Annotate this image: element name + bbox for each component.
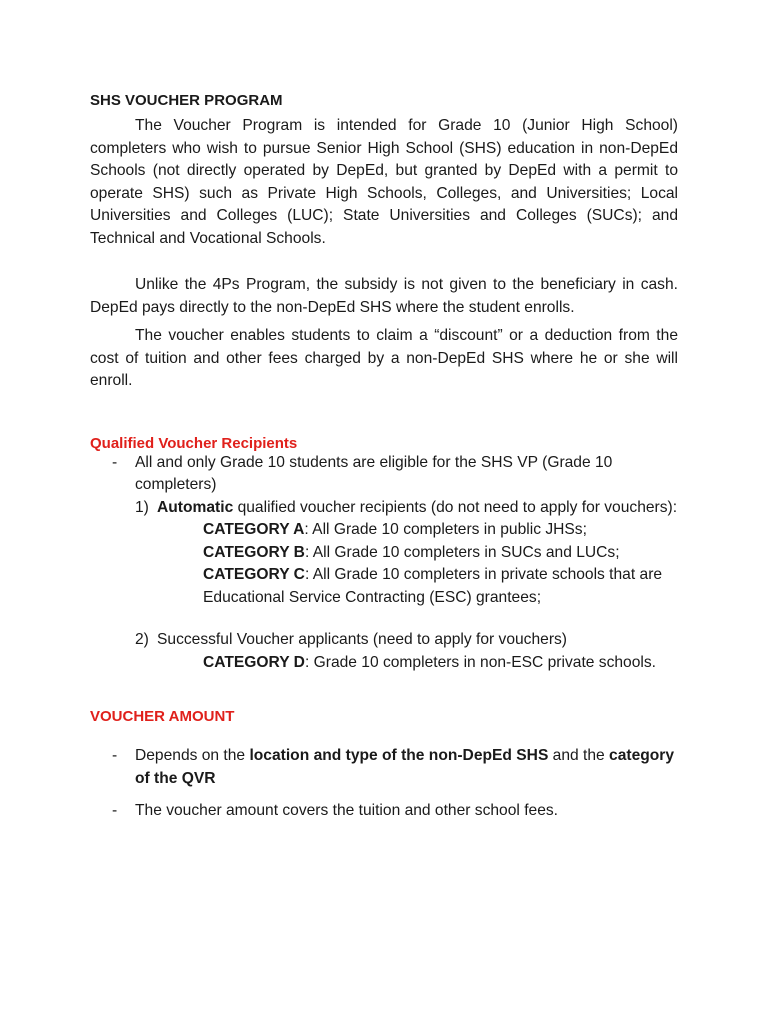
automatic-recipients-item xyxy=(90,497,678,520)
category-b xyxy=(90,542,678,565)
dash-bullet: - xyxy=(112,802,118,819)
item-number: 2) xyxy=(135,631,149,648)
dash-bullet: - xyxy=(112,453,118,471)
amount-depends-item xyxy=(90,745,678,790)
category-b-label: CATEGORY B xyxy=(203,543,305,561)
amount-mid-text: and the xyxy=(548,747,610,764)
voucher-amount-heading: VOUCHER AMOUNT xyxy=(90,708,235,725)
category-c xyxy=(90,564,678,609)
category-c-label: CATEGORY C xyxy=(203,566,305,583)
automatic-label: Automatic xyxy=(157,498,234,516)
category-b-text: : All Grade 10 completers in SUCs and LUCs; xyxy=(304,543,620,561)
category-d-text: : Grade 10 completers in non-ESC private schools. xyxy=(304,653,656,671)
applicant-recipients-item xyxy=(90,629,678,652)
applicant-text: Successful Voucher applicants (need to apply for vouchers) xyxy=(157,631,567,648)
dash-bullet: - xyxy=(112,747,118,764)
amount-covers-text: The voucher amount covers the tuition and other school fees. xyxy=(135,802,559,819)
category-c-text: : All Grade 10 completers in private schools that are Educational Service Contracting (ESC) grantees; xyxy=(203,566,663,606)
qvr-heading: Qualified Voucher Recipients xyxy=(90,434,298,452)
qvr-eligibility-text: All and only Grade 10 students are eligible for the SHS VP (Grade 10 completers) xyxy=(135,453,613,493)
amount-covers-item xyxy=(90,800,678,823)
category-a xyxy=(90,519,678,542)
amount-pre-text: Depends on the xyxy=(135,747,250,764)
category-d-label: CATEGORY D xyxy=(203,653,305,671)
category-a-text: : All Grade 10 completers in public JHSs; xyxy=(304,521,587,538)
document-title: SHS VOUCHER PROGRAM xyxy=(90,92,283,109)
document-page xyxy=(90,92,678,823)
amount-location-type: location and type of the non-DepEd SHS xyxy=(249,747,549,764)
discount-paragraph: The voucher enables students to claim a “discount” or a deduction from the cost of tuition and other fees charged by a non-DepEd SHS where he or she will enroll. xyxy=(90,327,678,389)
automatic-text: qualified voucher recipients (do not need to apply for vouchers): xyxy=(233,498,678,516)
category-d xyxy=(90,652,678,675)
qvr-eligibility-item xyxy=(90,452,678,497)
item-number: 1) xyxy=(135,498,149,516)
subsidy-paragraph: Unlike the 4Ps Program, the subsidy is not given to the beneficiary in cash. DepEd pays directly to the non-DepEd SHS where the student enrolls. xyxy=(90,276,678,316)
category-a-label: CATEGORY A xyxy=(203,521,305,538)
amount-category: category of the QVR xyxy=(135,747,675,787)
intro-paragraph: The Voucher Program is intended for Grade 10 (Junior High School) completers who wish to pursue Senior High School (SHS) education in non-DepEd Schools (not directly operated by DepEd, but granted by DepEd with a permit to operate SHS) such as Private High Schools, Colleges, and Universities; Local Universities and Colleges (LUC); State Universities and Colleges (SUCs); and Technical and Vocational Schools. xyxy=(90,117,678,247)
